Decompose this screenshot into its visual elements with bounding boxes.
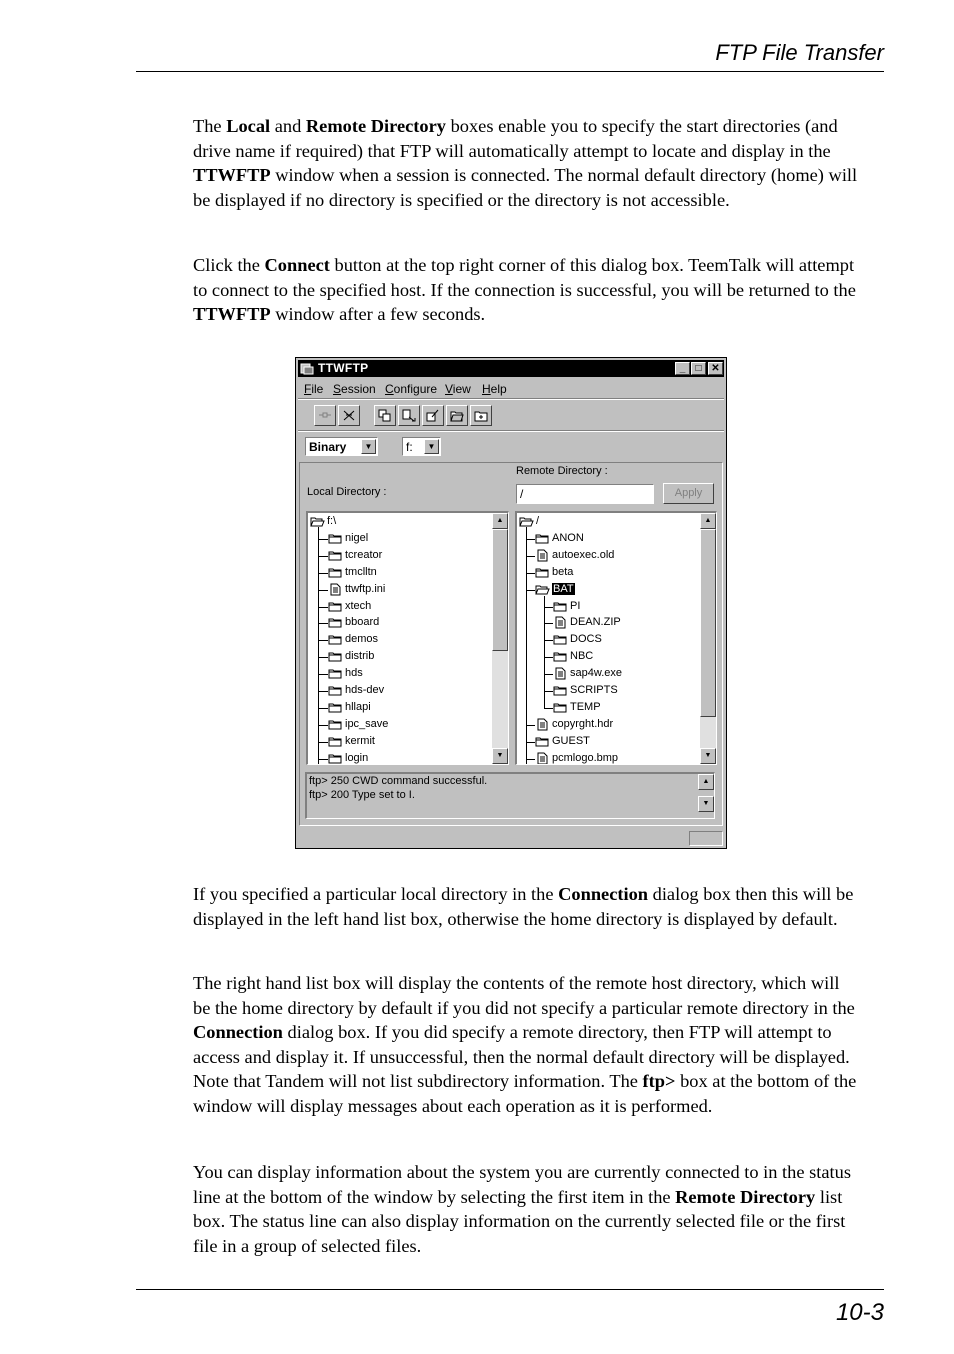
header-rule (136, 71, 884, 72)
chevron-down-icon[interactable]: ▼ (424, 439, 439, 454)
tree-item-label: hllapi (345, 700, 371, 713)
folder-icon (328, 633, 343, 649)
folder-icon (328, 600, 343, 616)
folder-icon (328, 718, 343, 734)
tree-item-label: PI (570, 599, 581, 612)
folder-icon (328, 684, 343, 700)
text-run: dialog box then this will be displayed in the left hand list box, otherwise the home directory is displayed by default. (193, 884, 854, 929)
menu-view[interactable]: View (445, 382, 471, 396)
scroll-down-button[interactable]: ▼ (492, 748, 508, 764)
folder-icon (553, 650, 568, 666)
text-run: boxes enable you to specify the start directories (and drive name if required) that FTP will automatically attempt to locate and display in the (193, 116, 838, 161)
tree-item-label: TEMP (570, 700, 601, 713)
scroll-up-button[interactable]: ▲ (492, 513, 508, 529)
tree-connector (318, 539, 328, 540)
tree-item-label: sap4w.exe (570, 667, 622, 680)
folder-icon (328, 566, 343, 582)
bold-term: TTWFTP (193, 165, 271, 186)
tree-item-label: nigel (345, 531, 369, 544)
bold-term: Local (226, 116, 271, 136)
text-run: window after a few seconds. (270, 304, 486, 325)
tree-connector (544, 691, 553, 692)
tree-connector (526, 556, 535, 557)
menu-separator (298, 398, 724, 400)
bold-term: Connect (264, 255, 330, 275)
tree-connector (526, 742, 535, 743)
tree-item-label: copyrght.hdr (552, 717, 614, 730)
ttwftp-window (295, 357, 727, 849)
file-icon (553, 667, 568, 683)
apply-button[interactable]: Apply (663, 483, 714, 504)
chevron-down-icon[interactable]: ▼ (361, 439, 376, 454)
minimize-button[interactable]: _ (675, 362, 690, 375)
toolbar-separator (298, 430, 724, 432)
tree-item-label: / (536, 515, 540, 527)
paragraph-3 (193, 882, 861, 931)
remote-directory-label: Remote Directory : (516, 465, 608, 477)
folder-icon (328, 752, 343, 765)
menu-file[interactable]: File (304, 382, 324, 396)
folder-icon (535, 735, 550, 751)
tree-connector (526, 573, 535, 574)
tree-connector (544, 596, 545, 709)
ftp-message-line: ftp> 250 CWD command successful. (309, 775, 488, 787)
paragraph-2 (193, 253, 861, 327)
move-icon[interactable] (398, 405, 420, 426)
window-titlebar (298, 360, 724, 377)
folder-icon (328, 532, 343, 548)
folder-icon (328, 735, 343, 751)
tree-connector (318, 691, 328, 692)
tree-item-label: GUEST (552, 734, 590, 747)
text-run: dialog box. If you did specify a remote directory, then FTP will attempt to access and display it. If unsuccessful, then the normal default directory will be displayed. Note that Tandem will not list subdirectory information. The (193, 1022, 850, 1092)
folder-icon (328, 650, 343, 666)
bold-term: ftp> (642, 1071, 676, 1092)
scroll-up-button[interactable]: ▲ (700, 513, 716, 529)
scroll-thumb[interactable] (492, 529, 508, 651)
scroll-down-button[interactable]: ▼ (700, 748, 716, 764)
scroll-down-button[interactable]: ▼ (698, 796, 714, 812)
tree-item-label: kermit (345, 734, 375, 747)
scroll-up-button[interactable]: ▲ (698, 774, 714, 790)
tree-connector (526, 590, 535, 591)
tree-item-label: ipc_save (345, 717, 389, 730)
menu-session[interactable]: Session (333, 382, 376, 396)
page-header-title: FTP File Transfer (715, 40, 884, 65)
tree-item-label: autoexec.old (552, 548, 615, 561)
ftp-message-line: ftp> 200 Type set to I. (309, 789, 415, 801)
bold-term: Remote Directory (305, 116, 446, 136)
tree-connector (318, 556, 328, 557)
remote-directory-input[interactable] (516, 484, 654, 504)
tree-connector (318, 527, 319, 765)
tree-connector (318, 742, 328, 743)
text-run: and (270, 116, 306, 136)
tree-item-label: hds-dev (345, 684, 385, 696)
rename-icon[interactable] (422, 405, 444, 426)
text-run: The (193, 116, 227, 136)
tree-connector (318, 573, 328, 574)
tree-connector (318, 607, 328, 608)
local-directory-list[interactable] (306, 511, 509, 765)
folder-icon (328, 616, 343, 632)
tree-connector (526, 527, 527, 765)
copy-icon[interactable] (374, 405, 396, 426)
tree-connector (318, 590, 328, 591)
tree-connector (318, 623, 328, 624)
text-run: window when a session is connected. The normal default directory (home) will be displayed if no directory is specified or the directory is not accessible. (193, 165, 858, 210)
tree-connector (318, 725, 328, 726)
tree-item-label: tmclltn (345, 565, 377, 578)
folder-icon (553, 600, 568, 616)
file-icon (535, 549, 550, 565)
paragraph-1 (193, 114, 861, 212)
ftp-message-box[interactable] (305, 772, 715, 819)
tree-connector (526, 539, 535, 540)
text-run: The right hand list box will display the contents of the remote host directory, which will be the home directory by default if you did not specify a particular remote directory in the (193, 973, 855, 1018)
remote-directory-value: / (520, 487, 524, 501)
tree-connector (544, 657, 553, 658)
file-icon (535, 752, 550, 765)
folder-icon (535, 532, 550, 548)
connect-icon[interactable] (314, 405, 336, 426)
file-icon (328, 583, 343, 599)
folder-open-icon (535, 583, 550, 599)
scroll-thumb[interactable] (700, 529, 716, 717)
status-bar (299, 830, 723, 847)
tree-connector (318, 640, 328, 641)
disconnect-icon[interactable] (338, 405, 360, 426)
text-run: You can display information about the system you are currently connected to in the status line at the bottom of the window by selecting the first item in the (193, 1162, 852, 1207)
tree-item-label: ttwftp.ini (345, 582, 386, 595)
tree-connector (526, 725, 535, 726)
bold-term: Remote Directory (675, 1186, 816, 1207)
tree-item-label: ANON (552, 531, 584, 544)
transfer-mode-select[interactable] (305, 437, 378, 456)
close-button[interactable]: ✕ (708, 362, 723, 375)
drive-value: f: (406, 440, 413, 454)
text-run: Click the (193, 255, 265, 275)
tree-item-label: hds (345, 667, 363, 680)
bold-term: Connection (193, 1022, 283, 1043)
tree-item-label: BAT (553, 582, 574, 595)
text-run: button at the top right corner of this dialog box. TeemTalk will attempt to connect to the specified host. If the connection is successful, you will be returned to the (193, 255, 856, 300)
folder-icon (553, 701, 568, 717)
paragraph-5 (193, 1160, 861, 1258)
local-scrollbar[interactable] (492, 513, 508, 764)
transfer-mode-value: Binary (309, 440, 347, 454)
tree-item-label: pcmlogo.bmp (552, 751, 619, 764)
window-title: TTWFTP (318, 361, 369, 375)
folder-icon (553, 633, 568, 649)
status-pane (689, 831, 723, 846)
tree-connector (544, 607, 553, 608)
remote-scrollbar[interactable] (700, 513, 716, 764)
remote-directory-list[interactable] (515, 511, 717, 765)
tree-connector (544, 674, 553, 675)
folder-icon (328, 549, 343, 565)
menu-help[interactable]: Help (482, 382, 507, 396)
tree-connector (544, 640, 553, 641)
folder-icon (553, 684, 568, 700)
folder-icon (535, 566, 550, 582)
folder-icon (328, 667, 343, 683)
app-icon (300, 362, 314, 375)
bold-term: Connection (558, 884, 649, 904)
tree-connector (318, 657, 328, 658)
folder-icon (328, 701, 343, 717)
tree-item-label: DEAN.ZIP (570, 616, 621, 629)
tree-connector (318, 674, 328, 675)
text-run: If you specified a particular local directory in the (193, 884, 559, 904)
tree-connector (318, 708, 328, 709)
menu-configure[interactable]: Configure (385, 382, 438, 396)
tree-item-label: bboard (345, 616, 380, 629)
tree-item-label: f:\ (327, 515, 337, 527)
tree-item-label: xtech (345, 599, 372, 612)
drive-select[interactable] (402, 437, 441, 456)
tree-connector (318, 759, 328, 760)
new-folder-icon[interactable] (470, 405, 492, 426)
tree-item-label: DOCS (570, 633, 602, 646)
footer-rule (136, 1289, 884, 1290)
menubar (298, 379, 724, 397)
bold-term: TTWFTP (193, 304, 271, 325)
tree-connector (544, 708, 553, 709)
page-number: 10-3 (835, 1299, 884, 1326)
local-directory-label: Local Directory : (307, 486, 387, 498)
tree-connector (544, 623, 553, 624)
ftp-scrollbar[interactable] (698, 774, 714, 818)
tree-item-label: demos (345, 633, 379, 646)
tree-item-label: distrib (345, 650, 375, 663)
tree-item-label: tcreator (345, 548, 383, 561)
tree-item-label: login (345, 751, 369, 764)
tree-item-label: beta (552, 565, 574, 578)
paragraph-4 (193, 971, 861, 1119)
tree-item-label: NBC (570, 650, 594, 663)
tree-connector (526, 759, 535, 760)
file-icon (535, 718, 550, 734)
file-icon (553, 616, 568, 632)
text-run: box at the bottom of the window will display messages about each operation as it is performed. (193, 1071, 857, 1116)
tree-item-label: SCRIPTS (570, 684, 618, 696)
text-run: list box. The status line can also display information on the currently selected file or the first file in a group of selected files. (193, 1186, 846, 1256)
maximize-button[interactable]: □ (691, 362, 706, 375)
folder-open-icon[interactable] (446, 405, 468, 426)
